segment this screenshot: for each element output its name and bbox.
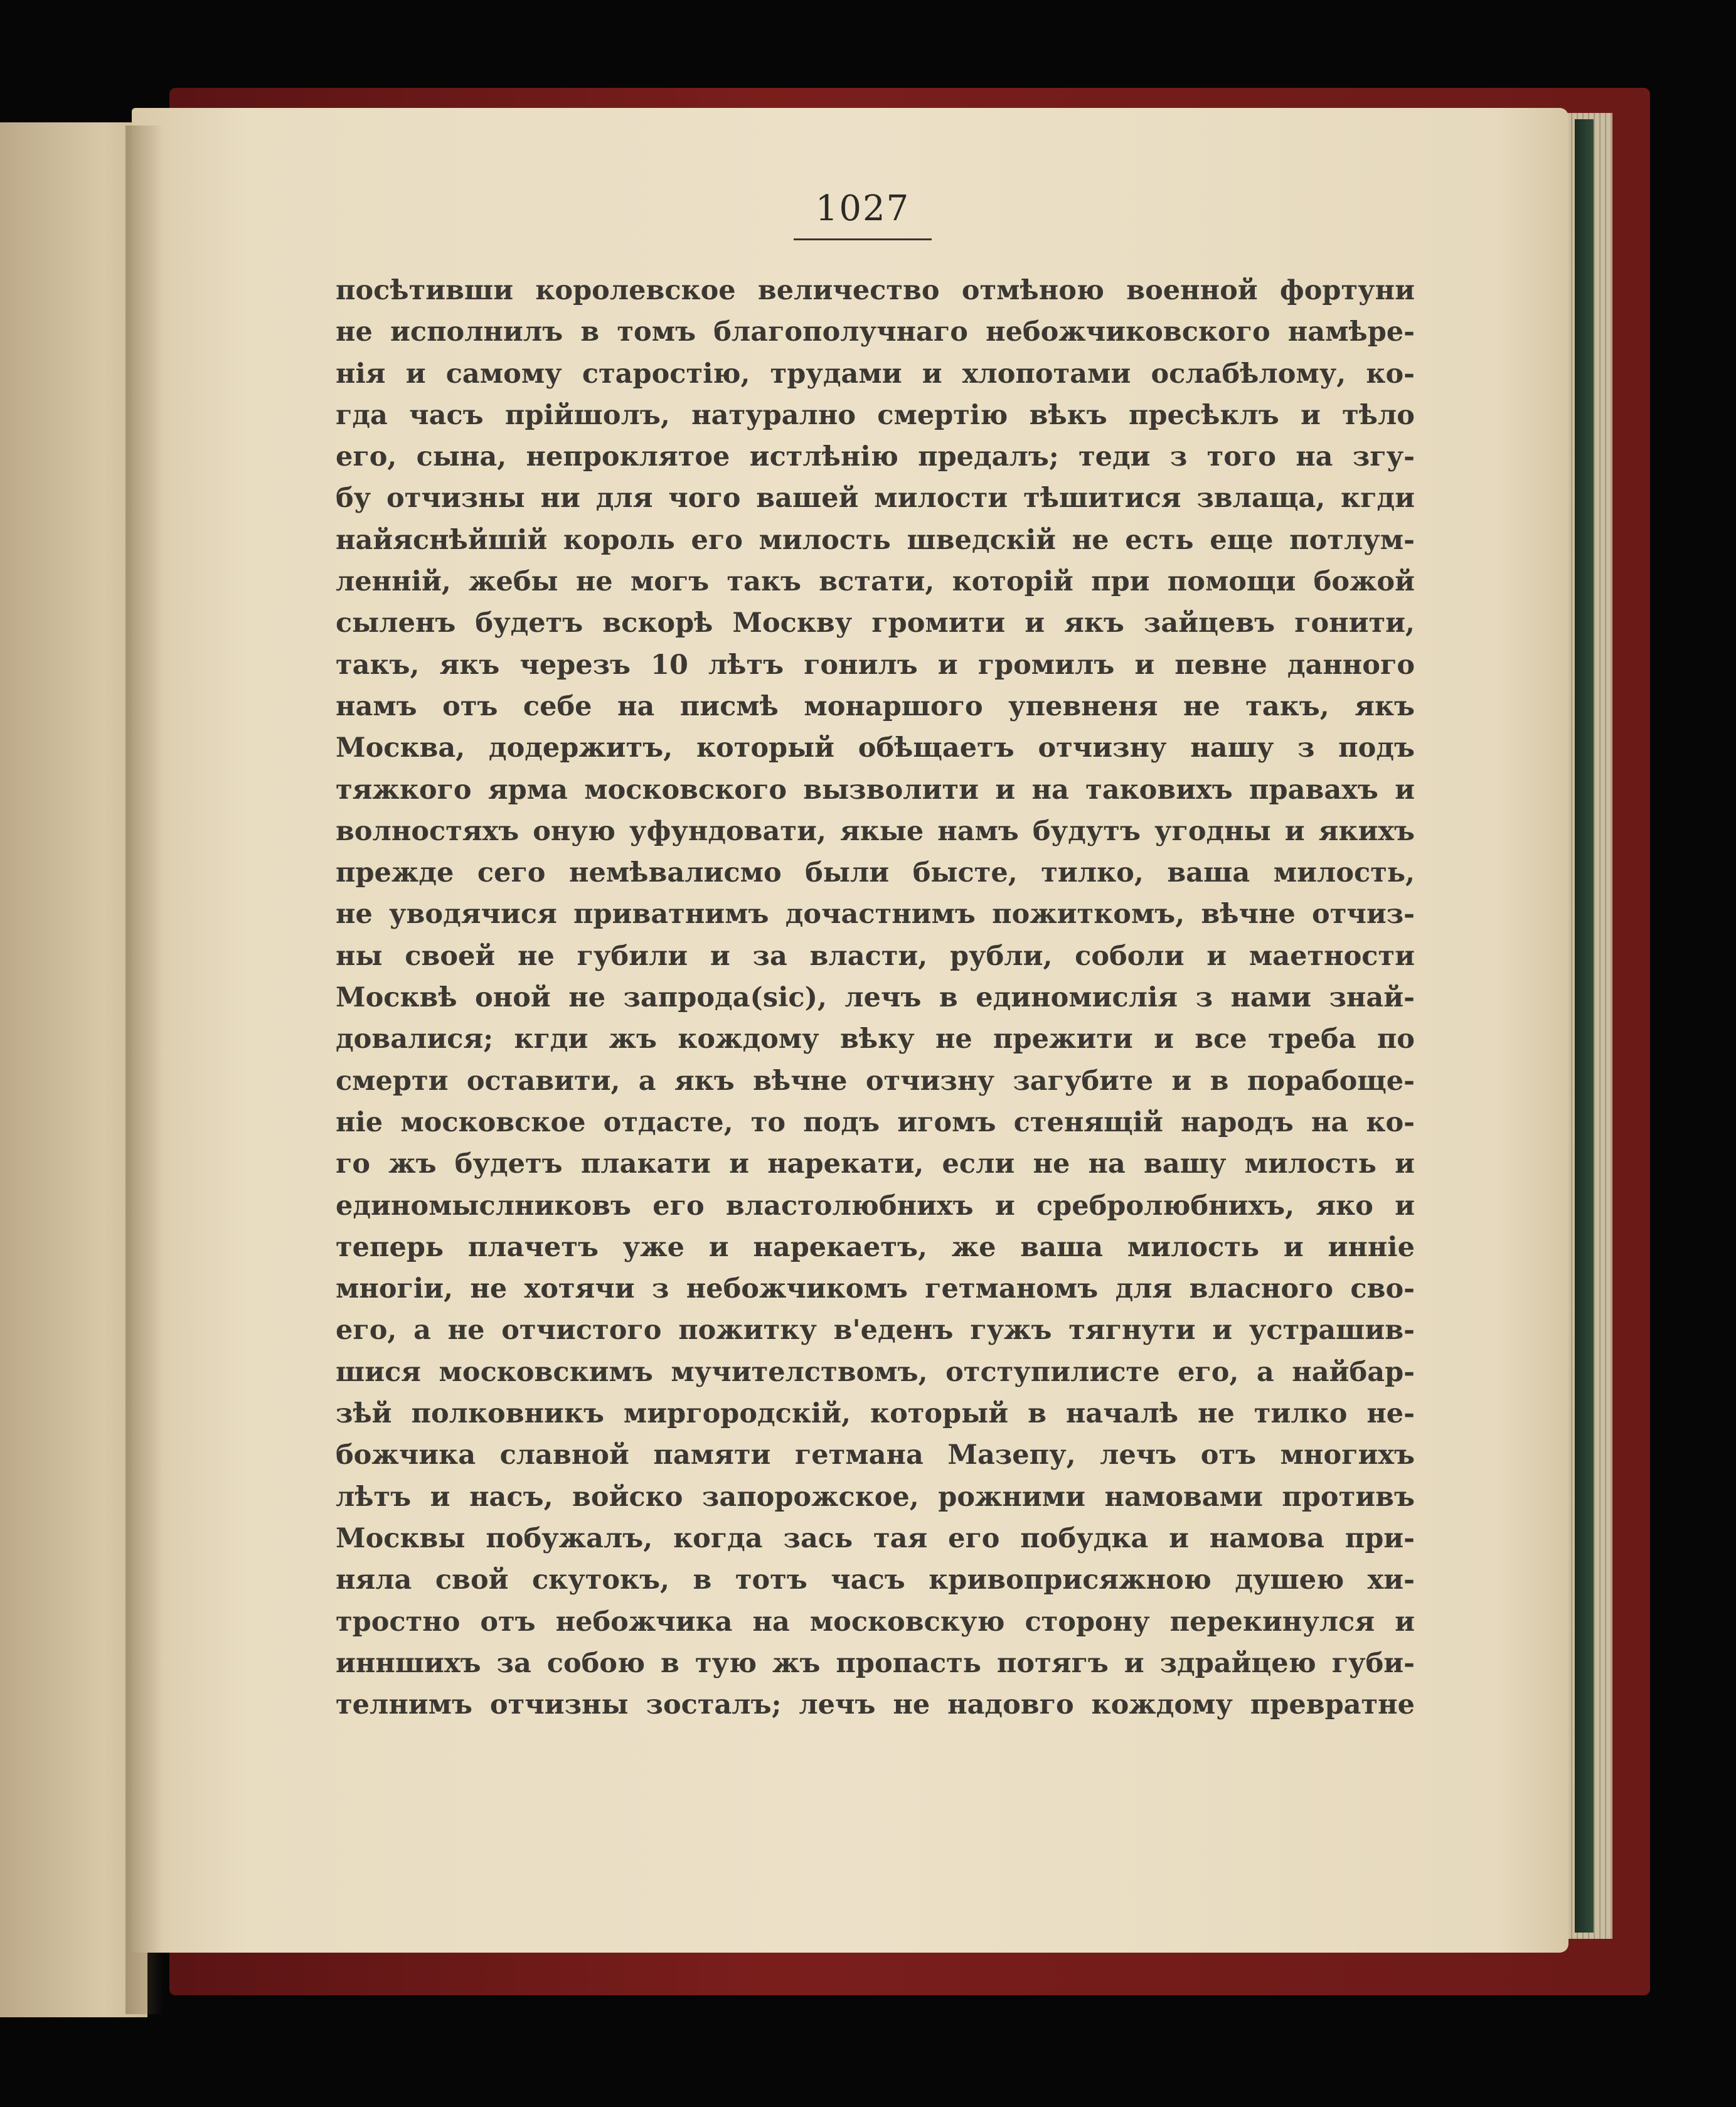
text-line: лѣтъ и насъ, войско запорожское, рожними намовами противъ bbox=[336, 1481, 1415, 1513]
book-gutter bbox=[125, 125, 163, 2014]
text-line: тяжкого ярма московского вызволити и на таковихъ правахъ и bbox=[336, 774, 1415, 806]
text-line: Москвѣ оной не запрода(sic), лечъ в единомислія з нами знай- bbox=[336, 982, 1415, 1014]
text-line: шися московскимъ мучителствомъ, отступилисте его, а найбар- bbox=[336, 1356, 1415, 1388]
text-line: няла свой скутокъ, в тотъ часъ кривоприсяжною душею хи- bbox=[336, 1564, 1415, 1596]
text-line: нія и самому старостію, трудами и хлопотами ослабѣлому, ко- bbox=[336, 358, 1415, 390]
text-line: многіи, не хотячи з небожчикомъ гетманомъ для власного сво- bbox=[336, 1273, 1415, 1305]
text-line: сыленъ будетъ вскорѣ Москву громити и якъ зайцевъ гонити, bbox=[336, 607, 1415, 639]
text-line: телнимъ отчизны зосталъ; лечъ не надовго кождому превратне bbox=[336, 1689, 1415, 1721]
text-line: единомыслниковъ его властолюбнихъ и сребролюбнихъ, яко и bbox=[336, 1190, 1415, 1222]
text-line: го жъ будетъ плакати и нарекати, если не на вашу милость и bbox=[336, 1148, 1415, 1180]
text-line: бу отчизны ни для чого вашей милости тѣшитися звлаща, кгди bbox=[336, 483, 1415, 515]
text-line: намъ отъ себе на писмѣ монаршого упевненя не такъ, якъ bbox=[336, 690, 1415, 722]
text-line: гда часъ прійшолъ, натурално смертію вѣкъ пресѣклъ и тѣло bbox=[336, 399, 1415, 431]
text-line: ны своей не губили и за власти, рубли, соболи и маетности bbox=[336, 940, 1415, 972]
text-line: не уводячися приватнимъ дочастнимъ пожиткомъ, вѣчне отчиз- bbox=[336, 899, 1415, 931]
bookmark-ribbon bbox=[1575, 119, 1594, 1933]
text-line: божчика славной памяти гетмана Мазепу, лечъ отъ многихъ bbox=[336, 1439, 1415, 1471]
page-number-rule bbox=[794, 238, 932, 240]
text-line: Москвы побужалъ, когда зась тая его побудка и намова при- bbox=[336, 1522, 1415, 1554]
text-line: Москва, додержитъ, который обѣщаетъ отчизну нашу з подъ bbox=[336, 732, 1415, 764]
text-line: волностяхъ оную уфундовати, якые намъ будутъ угодны и якихъ bbox=[336, 815, 1415, 847]
text-line: теперь плачетъ уже и нарекаетъ, же ваша милость и инніе bbox=[336, 1231, 1415, 1263]
text-line: найяснѣйшій король его милость шведскій не есть еще потлум- bbox=[336, 524, 1415, 556]
text-line: ленній, жебы не могъ такъ встати, которій при помощи божой bbox=[336, 566, 1415, 598]
text-line: довалися; кгди жъ кождому вѣку не прежити и все треба по bbox=[336, 1023, 1415, 1055]
body-text bbox=[336, 270, 1415, 1726]
text-line: такъ, якъ черезъ 10 лѣтъ гонилъ и громилъ и певне данного bbox=[336, 649, 1415, 681]
text-line: прежде сего немѣвалисмо были бысте, тилко, ваша милость, bbox=[336, 857, 1415, 889]
page-number: 1027 bbox=[815, 188, 910, 229]
text-line: инншихъ за собою в тую жъ пропасть потягъ и здрайцею губи- bbox=[336, 1647, 1415, 1679]
text-line: посѣтивши королевское величество отмѣною военной фортуни bbox=[336, 275, 1415, 306]
text-line: тростно отъ небожчика на московскую сторону перекинулся и bbox=[336, 1606, 1415, 1638]
text-line: смерти оставити, а якъ вѣчне отчизну загубите и в порабоще- bbox=[336, 1065, 1415, 1097]
text-line: его, а не отчистого пожитку в'еденъ гужъ тягнути и устрашив- bbox=[336, 1315, 1415, 1347]
text-line: ніе московское отдасте, то подъ игомъ стенящій народъ на ко- bbox=[336, 1106, 1415, 1138]
text-line: его, сына, непроклятое истлѣнію предалъ; теди з того на згу- bbox=[336, 441, 1415, 473]
text-line: зѣй полковникъ миргородскій, который в началѣ не тилко не- bbox=[336, 1398, 1415, 1430]
text-line: не исполнилъ в томъ благополучнаго небожчиковского намѣре- bbox=[336, 316, 1415, 348]
